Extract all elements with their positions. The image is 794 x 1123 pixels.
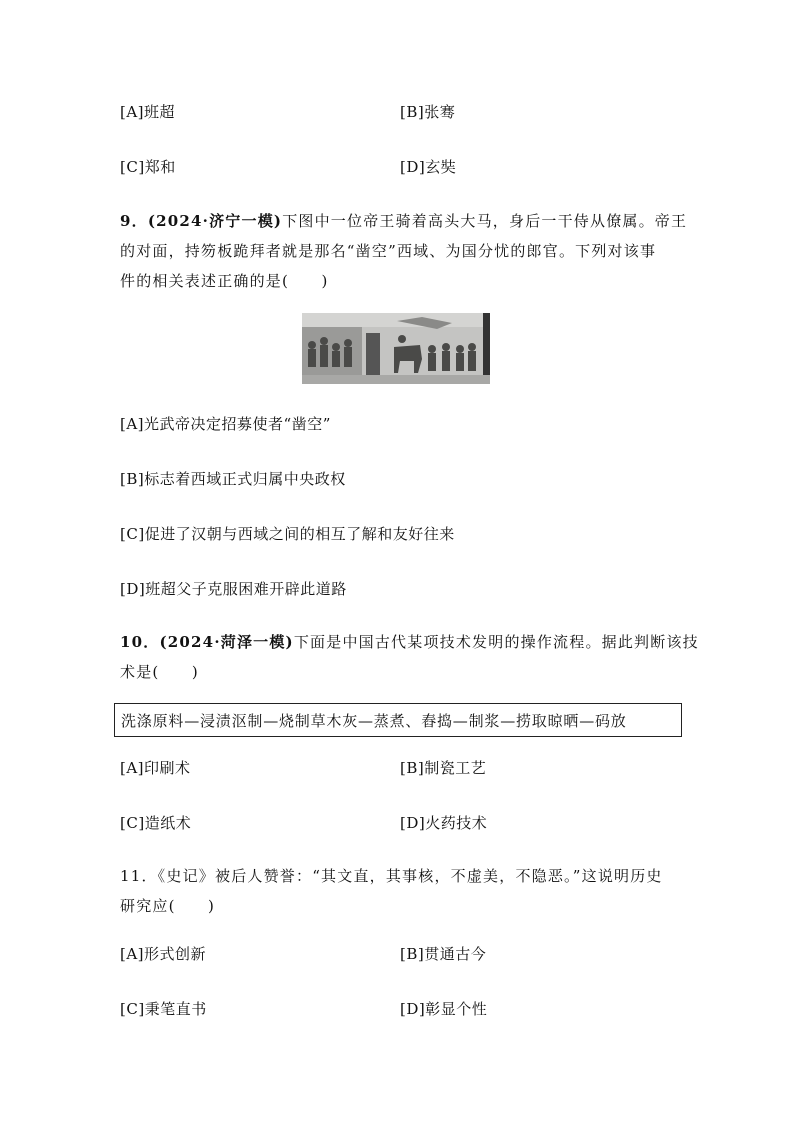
mural-image — [302, 313, 490, 384]
q9-head: 9．(2024·济宁一模) — [120, 212, 283, 230]
q8-option-c[interactable]: [C]郑和 — [120, 158, 176, 176]
q9-option-d[interactable]: [D]班超父子克服困难开辟此道路 — [120, 580, 347, 598]
q9-option-c[interactable]: [C]促进了汉朝与西域之间的相互了解和友好往来 — [120, 525, 455, 543]
q8-option-d[interactable]: [D]玄奘 — [400, 158, 457, 176]
q9-option-b[interactable]: [B]标志着西域正式归属中央政权 — [120, 470, 346, 488]
q9-stem-line1: 9．(2024·济宁一模)下图中一位帝王骑着高头大马，身后一干侍从僚属。帝王 — [120, 212, 688, 230]
q11-option-c[interactable]: [C]秉笔直书 — [120, 1000, 207, 1018]
process-flow-box — [114, 703, 682, 737]
q10-option-a[interactable]: [A]印刷术 — [120, 759, 191, 777]
q10-stem-line2: 术是( ) — [120, 663, 199, 681]
q10-option-b[interactable]: [B]制瓷工艺 — [400, 759, 487, 777]
q8-option-b[interactable]: [B]张骞 — [400, 103, 456, 121]
q10-option-d[interactable]: [D]火药技术 — [400, 814, 488, 832]
q11-stem-line2: 研究应( ) — [120, 897, 216, 915]
q10-stem-line1: 10．(2024·菏泽一模)下面是中国古代某项技术发明的操作流程。据此判断该技 — [120, 633, 699, 651]
q9-stem-line2: 的对面，持笏板跪拜者就是那名“凿空”西域、为国分忧的郎官。下列对该事 — [120, 242, 657, 260]
q10-head: 10．(2024·菏泽一模) — [120, 633, 294, 651]
q10-option-c[interactable]: [C]造纸术 — [120, 814, 192, 832]
q8-option-a[interactable]: [A]班超 — [120, 103, 176, 121]
process-flow-text: 洗涤原料—浸渍沤制—烧制草木灰—蒸煮、舂捣—制浆—捞取晾晒—码放 — [121, 712, 627, 730]
q9-option-a[interactable]: [A]光武帝决定招募使者“凿空” — [120, 415, 331, 433]
q11-option-a[interactable]: [A]形式创新 — [120, 945, 207, 963]
q9-stem-line3: 件的相关表述正确的是( ) — [120, 272, 329, 290]
q11-stem-line1: 11．《史记》被后人赞誉：“其文直，其事核，不虚美，不隐恶。”这说明历史 — [120, 867, 663, 885]
q11-option-d[interactable]: [D]彰显个性 — [400, 1000, 488, 1018]
q11-option-b[interactable]: [B]贯通古今 — [400, 945, 487, 963]
